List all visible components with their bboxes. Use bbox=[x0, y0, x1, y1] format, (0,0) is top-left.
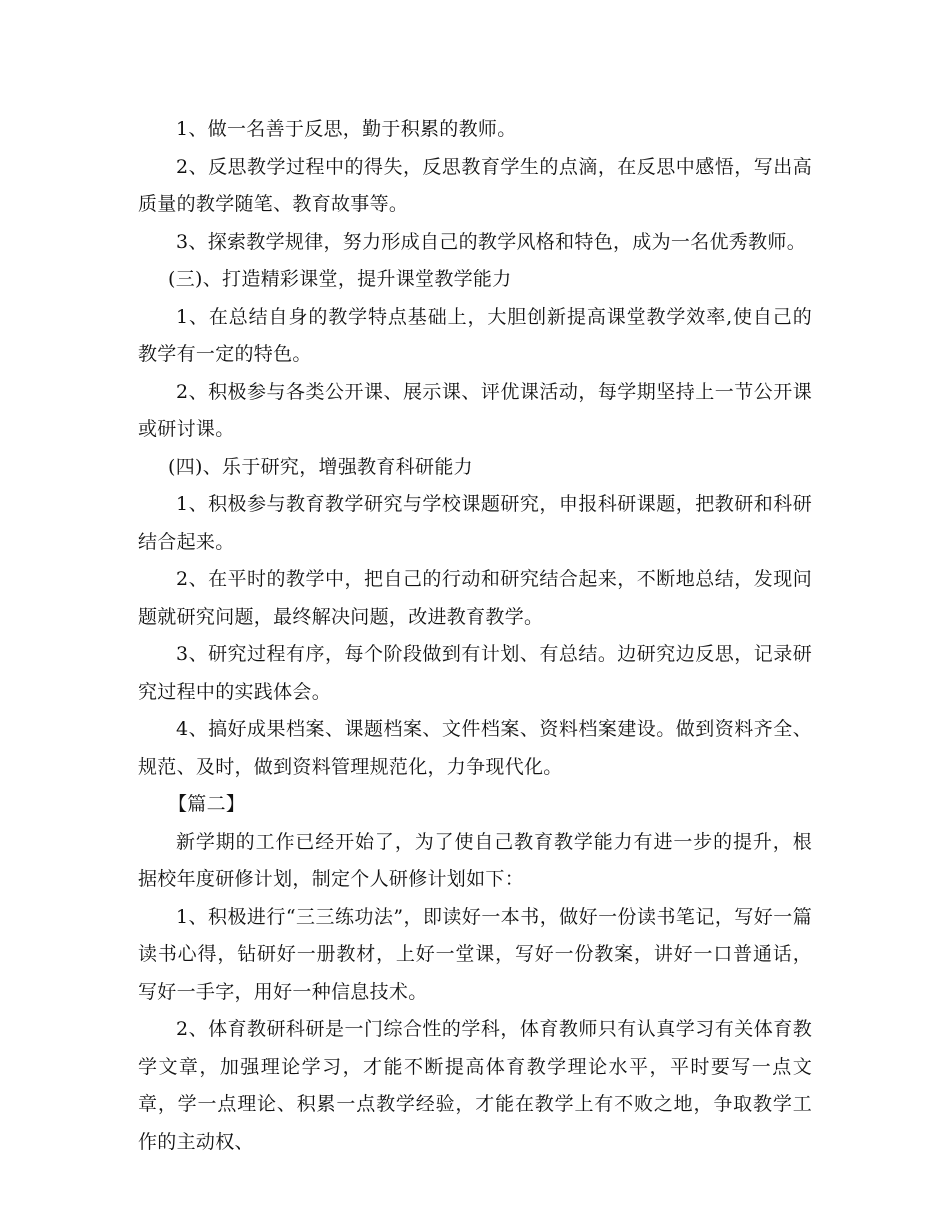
section-heading: (四)、乐于研究，增强教育科研能力 bbox=[168, 455, 473, 478]
paragraph: 3、研究过程有序，每个阶段做到有计划、有总结。边研究边反思，记录研究过程中的实践体会。 bbox=[138, 643, 812, 703]
paragraph: 3、探索教学规律，努力形成自己的教学风格和特色，成为一名优秀教师。 bbox=[176, 230, 806, 253]
paragraph: 1、积极参与教育教学研究与学校课题研究，申报科研课题，把教研和科研结合起来。 bbox=[138, 493, 812, 553]
paragraph: 4、搞好成果档案、课题档案、文件档案、资料档案建设。做到资料齐全、规范、及时，做到资料管理规范化，力争现代化。 bbox=[138, 718, 812, 778]
part-heading: 【篇二】 bbox=[168, 793, 246, 815]
section-heading: (三)、打造精彩课堂，提升课堂教学能力 bbox=[168, 268, 512, 290]
paragraph: 新学期的工作已经开始了，为了使自己教育教学能力有进一步的提升，根据校年度研修计划，制定个人研修计划如下： bbox=[138, 830, 812, 890]
paragraph: 1、积极进行“三三练功法”，即读好一本书，做好一份读书笔记，写好一篇读书心得，钻研好一册教材，上好一堂课，写好一份教案，讲好一口普通话，写好一手字，用好一种信息技术。 bbox=[138, 905, 812, 1003]
paragraph: 2、在平时的教学中，把自己的行动和研究结合起来，不断地总结，发现问题就研究问题，最终解决问题，改进教育教学。 bbox=[138, 568, 812, 628]
document-body bbox=[138, 111, 812, 1161]
paragraph: 2、反思教学过程中的得失，反思教育学生的点滴，在反思中感悟，写出高质量的教学随笔、教育故事等。 bbox=[138, 155, 812, 215]
paragraph: 1、在总结自身的教学特点基础上，大胆创新提高课堂教学效率,使自己的教学有一定的特色。 bbox=[138, 305, 812, 365]
paragraph: 2、积极参与各类公开课、展示课、评优课活动，每学期坚持上一节公开课或研讨课。 bbox=[138, 380, 812, 440]
paragraph: 1、做一名善于反思，勤于积累的教师。 bbox=[176, 118, 517, 140]
paragraph: 2、体育教研科研是一门综合性的学科，体育教师只有认真学习有关体育教学文章，加强理论学习，才能不断提高体育教学理论水平，平时要写一点文章，学一点理论、积累一点教学经验，才能在教学上有不败之地，争取教学工作的主动权、 bbox=[138, 1018, 812, 1153]
